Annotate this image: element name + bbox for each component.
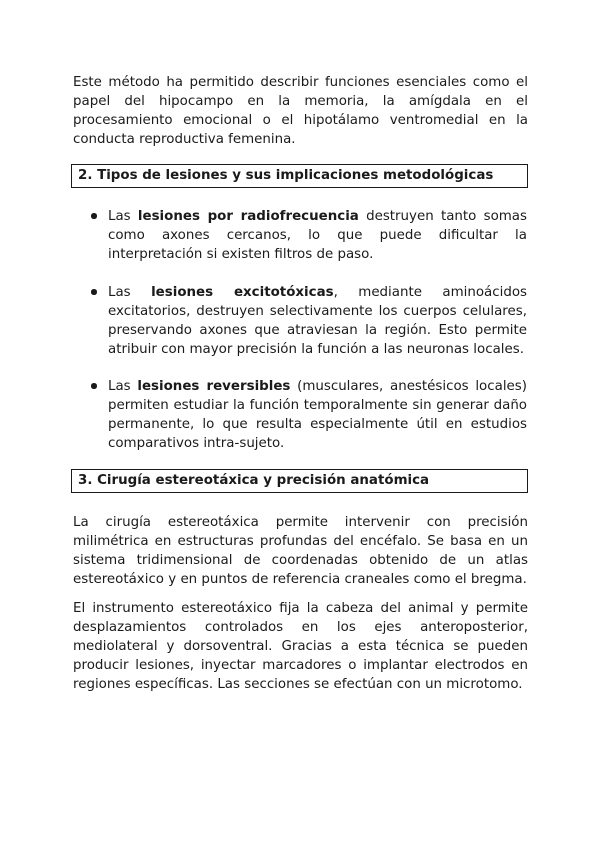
stereotaxic-paragraph-1: La cirugía estereotáxica permite intervenir con precisión milimétrica en estructuras profundas del encéfalo. Se basa en un sistema tridimensional de coordenadas obtenido de un atlas estereotáxico y en puntos de referencia craneales como el bregma.: [73, 515, 528, 587]
intro-paragraph: Este método ha permitido describir funciones esenciales como el papel del hipocampo en la memoria, la amígdala en el procesamiento emocional o el hipotálamo ventromedial en la conducta reproductiva femenina.: [73, 75, 528, 147]
stereotaxic-paragraph-2: El instrumento estereotáxico fija la cabeza del animal y permite desplazamientos controlados en los ejes anteroposterior, mediolateral y dorsoventral. Gracias a esta técnica se pueden producir lesiones, inyectar marcadores o implantar electrodos en regiones específicas. Las secciones se efectúan con un microtomo.: [73, 601, 528, 692]
lesion-types-list: [108, 207, 527, 264]
lesion-types-list-3: [108, 377, 527, 453]
list-item-radiofrequency: Las lesiones por radiofrecuencia destruyen tanto somas como axones cercanos, lo que puede dificultar la interpretación si existen filtros de paso.: [108, 209, 527, 262]
section-2-heading: 2. Tipos de lesiones y sus implicaciones metodológicas: [71, 164, 528, 188]
section-3-heading: 3. Cirugía estereotáxica y precisión anatómica: [71, 469, 528, 493]
list-item-excitotoxic: Las lesiones excitotóxicas, mediante aminoácidos excitatorios, destruyen selectivamente los cuerpos celulares, preservando axones que atraviesan la región. Esto permite atribuir con mayor precisión la función a las neuronas locales.: [108, 285, 527, 357]
lesion-types-list-2: [108, 283, 527, 359]
list-item-reversible: Las lesiones reversibles (musculares, anestésicos locales) permiten estudiar la función temporalmente sin generar daño permanente, lo que resulta especialmente útil en estudios comparativos intra-sujeto.: [108, 379, 527, 451]
